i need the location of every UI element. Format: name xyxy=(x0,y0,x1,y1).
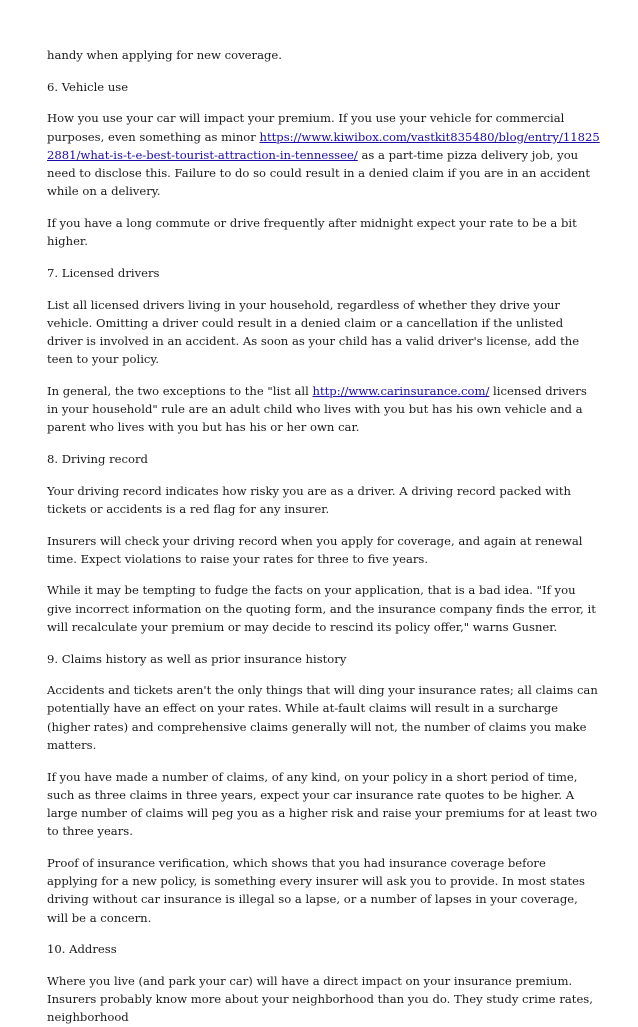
commute-paragraph: If you have a long commute or drive frequently after midnight expect your rate to be a bit higher. xyxy=(47,215,577,249)
paragraph-text: as a part-time pizza delivery job, you need to disclose this. Failure to do so could result in a denied claim if you are in an accident while on a delivery. xyxy=(47,147,591,199)
section-heading-licensed-drivers: 7. Licensed drivers xyxy=(47,265,160,280)
kiwibox-link[interactable]: https://www.kiwibox.com/vastkit835480/blog/entry/118252881/what-is-t-e-best-tourist-attraction-in-tennessee/ xyxy=(47,129,600,162)
driving-record-paragraph: Your driving record indicates how risky you are as a driver. A driving record packed with tickets or accidents is a red flag for any insurer. xyxy=(47,483,571,516)
exceptions-paragraph xyxy=(47,382,600,437)
section-heading-claims-history: 9. Claims history as well as prior insurance history xyxy=(47,651,347,666)
section-heading-driving-record: 8. Driving record xyxy=(47,451,148,466)
section-heading-address: 10. Address xyxy=(47,942,117,957)
proof-of-insurance-paragraph: Proof of insurance verification, which shows that you had insurance coverage before applying for a new policy, is something every insurer will ask you to provide. In most states driving without car insurance is illegal so a lapse, or a number of lapses in your coverage, will be a concern. xyxy=(47,855,585,925)
multiple-claims-paragraph: If you have made a number of claims, of any kind, on your policy in a short period of time, such as three claims in three years, expect your car insurance rate quotes to be higher. A large number of claims will peg you as a higher risk and raise your premiums for at least two to three years. xyxy=(47,769,598,839)
section-heading-vehicle-use: 6. Vehicle use xyxy=(47,79,129,94)
paragraph-text: licensed drivers in your household" rule are an adult child who lives with you but has his own vehicle and a parent who lives with you but has his or her own car. xyxy=(47,383,587,435)
vehicle-use-paragraph xyxy=(47,109,600,200)
carinsurance-link[interactable]: http://www.carinsurance.com/ xyxy=(312,383,490,398)
fudge-facts-paragraph: While it may be tempting to fudge the facts on your application, that is a bad idea. "If you give incorrect information on the quoting form, and the insurance company finds the error, it will recalculate your premium or may decide to rescind its policy offer," warns Gusner. xyxy=(47,583,596,634)
claims-paragraph: Accidents and tickets aren't the only things that will ding your insurance rates; all claims can potentially have an effect on your rates. While at-fault claims will result in a surcharge (higher rates) and comprehensive claims generally will not, the number of claims you make matters. xyxy=(47,683,598,752)
paragraph-text: How you use your car will impact your premium. If you use your vehicle for commercial purposes, even something as minor xyxy=(47,111,565,144)
licensed-drivers-paragraph: List all licensed drivers living in your household, regardless of whether they drive your vehicle. Omitting a driver could result in a denied claim or a cancellation if the unlisted driver is involved in an accident. As soon as your child has a valid driver's license, add the teen to your policy. xyxy=(47,297,580,367)
address-paragraph: Where you live (and park your car) will have a direct impact on your insurance premium. Insurers probably know more about your neighborhood than you do. They study crime rates, neighborhood xyxy=(47,973,593,1025)
paragraph-text: In general, the two exceptions to the "list all xyxy=(47,383,313,398)
renewal-paragraph: Insurers will check your driving record when you apply for coverage, and again at renewal time. Expect violations to raise your rates for three to five years. xyxy=(47,533,583,566)
continued-paragraph: handy when applying for new coverage. xyxy=(47,48,282,62)
